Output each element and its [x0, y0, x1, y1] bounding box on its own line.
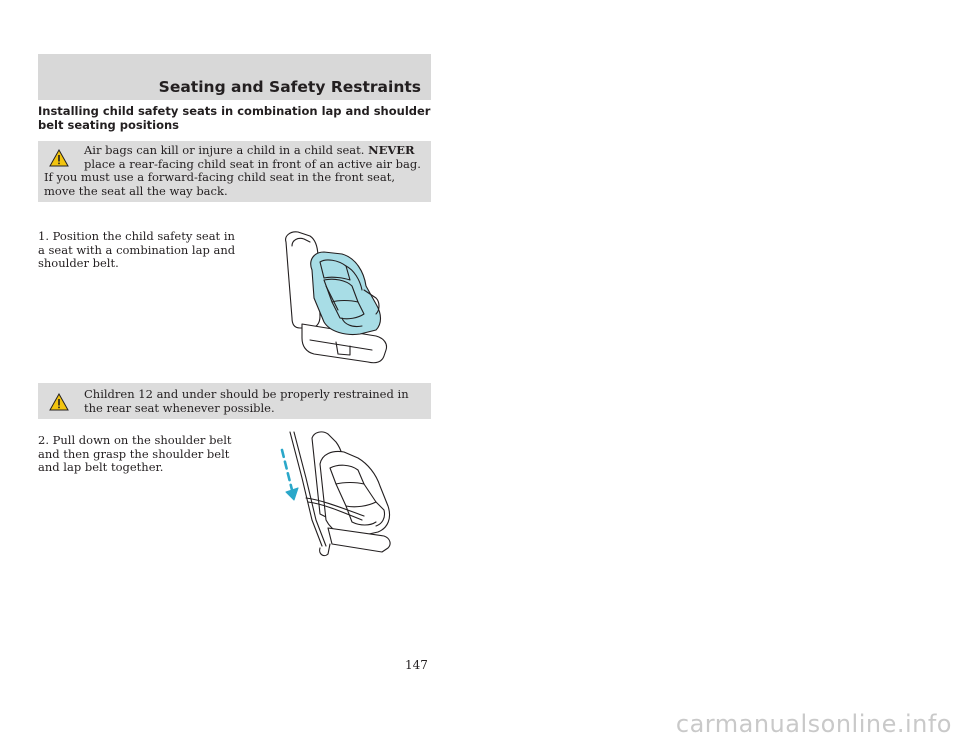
pull-shoulder-belt-illustration: [272, 428, 398, 558]
page-title: Seating and Safety Restraints: [158, 78, 421, 96]
warning-emphasis: NEVER: [368, 143, 415, 157]
warning-triangle-icon: [38, 388, 80, 415]
page-number: 147: [405, 658, 428, 672]
warning-text: Children 12 and under should be properly restrained in the rear seat whenever possible.: [84, 387, 409, 415]
warning-box-children-rear-seat: [38, 383, 431, 419]
warning-triangle-icon: [38, 144, 80, 171]
warning-text: Air bags can kill or injure a child in a child seat. NEVER place a rear-facing child seat in front of an active air bag. If you must use a forward-facing child seat in the front seat, move the seat all the way back.: [44, 143, 421, 198]
step-1-text: 1. Position the child safety seat in a seat with a combination lap and shoulder belt.: [38, 229, 236, 270]
child-seat-in-vehicle-seat-illustration: [280, 228, 396, 368]
header-band: [38, 54, 431, 100]
section-heading: Installing child safety seats in combination lap and shoulder belt seating positions: [38, 104, 431, 132]
step-2-text: 2. Pull down on the shoulder belt and then grasp the shoulder belt and lap belt together.: [38, 433, 232, 474]
watermark: carmanualsonline.info: [675, 710, 952, 738]
warning-box-air-bags: [38, 141, 431, 202]
